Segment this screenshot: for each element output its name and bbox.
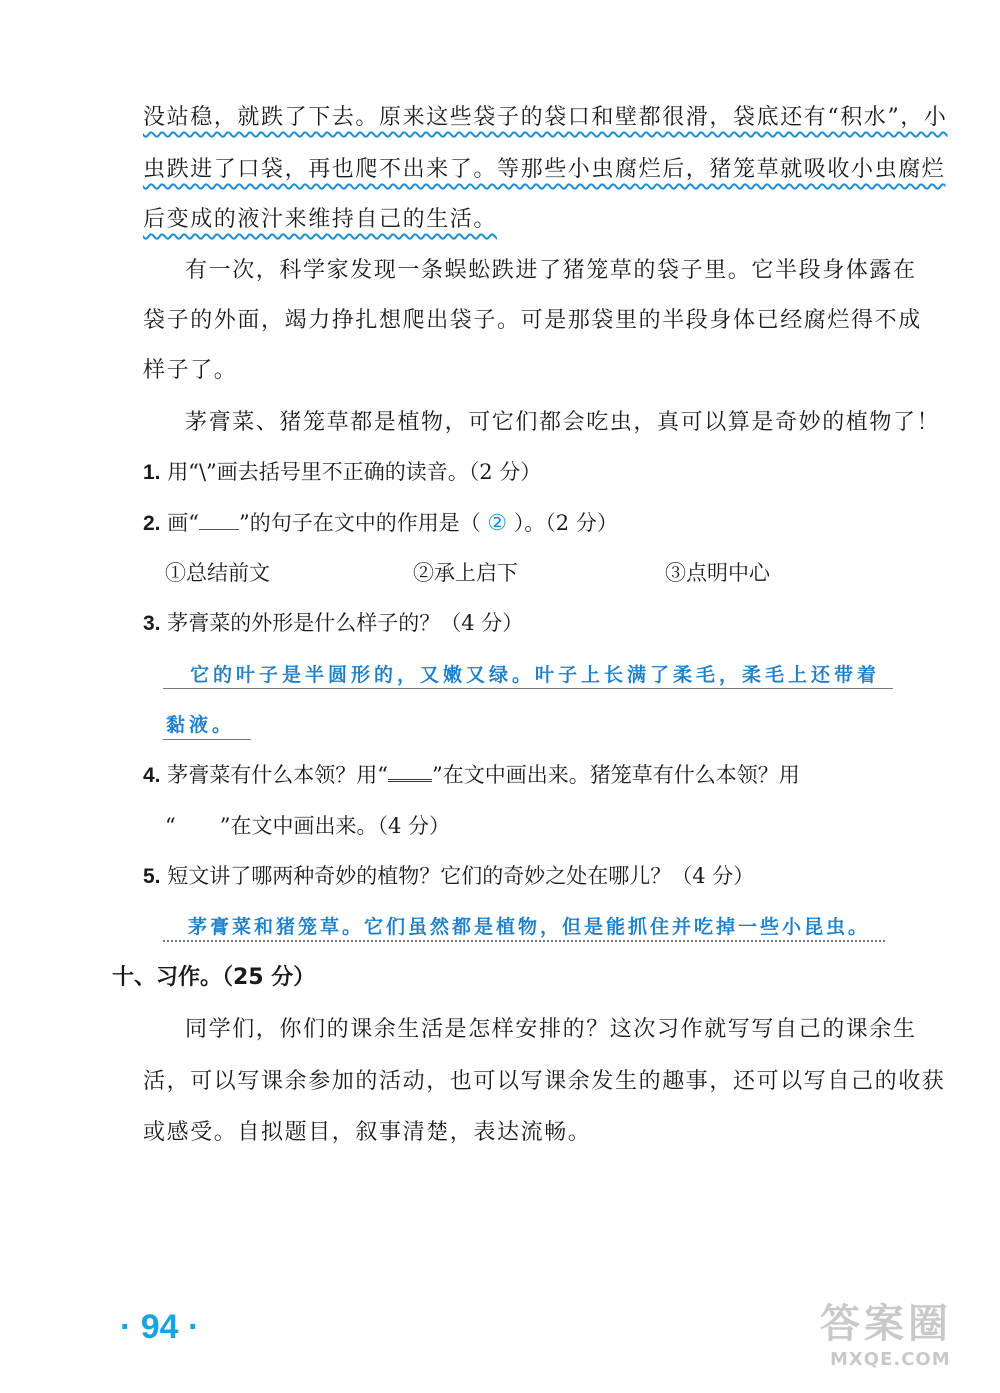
handwritten-answer-3-line-1: 它的叶子是半圆形的，又嫩又绿。叶子上长满了柔毛，柔毛上还带着 [190,664,881,686]
passage-line-1: 没站稳，就跌了下去。原来这些袋子的袋口和壁都很滑，袋底还有“积水”，小 [143,105,948,130]
question-number: 2. [143,512,161,535]
option-1: ①总结前文 [165,561,270,585]
question-text: ”在文中画出来。（4 分） [219,814,451,838]
wavy-underline-sample [176,815,220,833]
question-3 [143,608,523,639]
watermark-url: MXQE.COM [830,1349,951,1370]
question-text: ”的句子在文中的作用是（ [238,511,481,535]
question-4-line-1 [143,760,800,791]
passage-line-2: 虫跌进了口袋，再也爬不出来了。等那些小虫腐烂后，猪笼草就吸收小虫腐烂 [143,157,946,182]
question-text: 短文讲了哪两种奇妙的植物？它们的奇妙之处在哪儿？（4 分） [167,864,755,888]
answer-line [163,688,893,689]
question-number: 5. [143,865,161,888]
question-text: ”在文中画出来。猪笼草有什么本领？用 [431,763,800,787]
double-underline-sample [388,761,432,782]
paragraph3: 茅膏菜、猪笼草都是植物，可它们都会吃虫，真可以算是奇妙的植物了！ [185,410,941,435]
passage-line-3: 后变成的液汁来维持自己的生活。 [143,207,498,232]
handwritten-answer-3-line-2: 黏液。 [166,714,236,736]
option-3: ③点明中心 [665,561,770,585]
handwritten-answer-5: 茅膏菜和猪笼草。它们虽然都是植物，但是能抓住并吃掉一些小昆虫。 [188,916,871,938]
watermark-text: 答案圈 [820,1301,952,1347]
question-1 [143,457,541,488]
question-number: 3. [143,612,161,635]
question-number: 4. [143,764,161,787]
underline-sample [199,511,239,530]
question-number: 1. [143,461,161,484]
question-text: 茅膏菜的外形是什么样子的？（4 分） [167,611,524,635]
answer-line [163,739,251,740]
essay-prompt-line-3: 或感受。自拟题目，叙事清楚，表达流畅。 [143,1120,592,1145]
option-2: ②承上启下 [413,561,518,585]
question-text: 画“ [167,511,199,535]
paragraph2-line-2: 袋子的外面，竭力挣扎想爬出袋子。可是那袋里的半段身体已经腐烂得不成 [143,308,922,333]
section-heading: 十、习作。（25 分） [112,965,316,990]
question-text: ）。（2 分） [513,511,618,535]
question-2 [143,508,618,539]
essay-prompt-line-2: 活，可以写课余参加的活动，也可以写课余发生的趣事，还可以写自己的收获 [143,1069,946,1094]
question-text: 用“\”画去括号里不正确的读音。（2 分） [167,460,542,484]
watermark-logo [820,1300,995,1388]
question-4-line-2 [165,811,450,841]
question-5 [143,861,754,892]
answer-choice: ② [487,511,508,536]
essay-prompt-line-1: 同学们，你们的课余生活是怎样安排的？这次习作就写写自己的课余生 [185,1017,917,1042]
answer-line [163,940,885,942]
question-text: “ [165,814,176,838]
paragraph2-line-3: 样子了。 [143,358,238,383]
page-number: · 94 · [120,1308,200,1346]
question-text: 茅膏菜有什么本领？用“ [167,763,388,787]
paragraph2-line-1: 有一次，科学家发现一条蜈蚣跌进了猪笼草的袋子里。它半段身体露在 [185,258,917,283]
